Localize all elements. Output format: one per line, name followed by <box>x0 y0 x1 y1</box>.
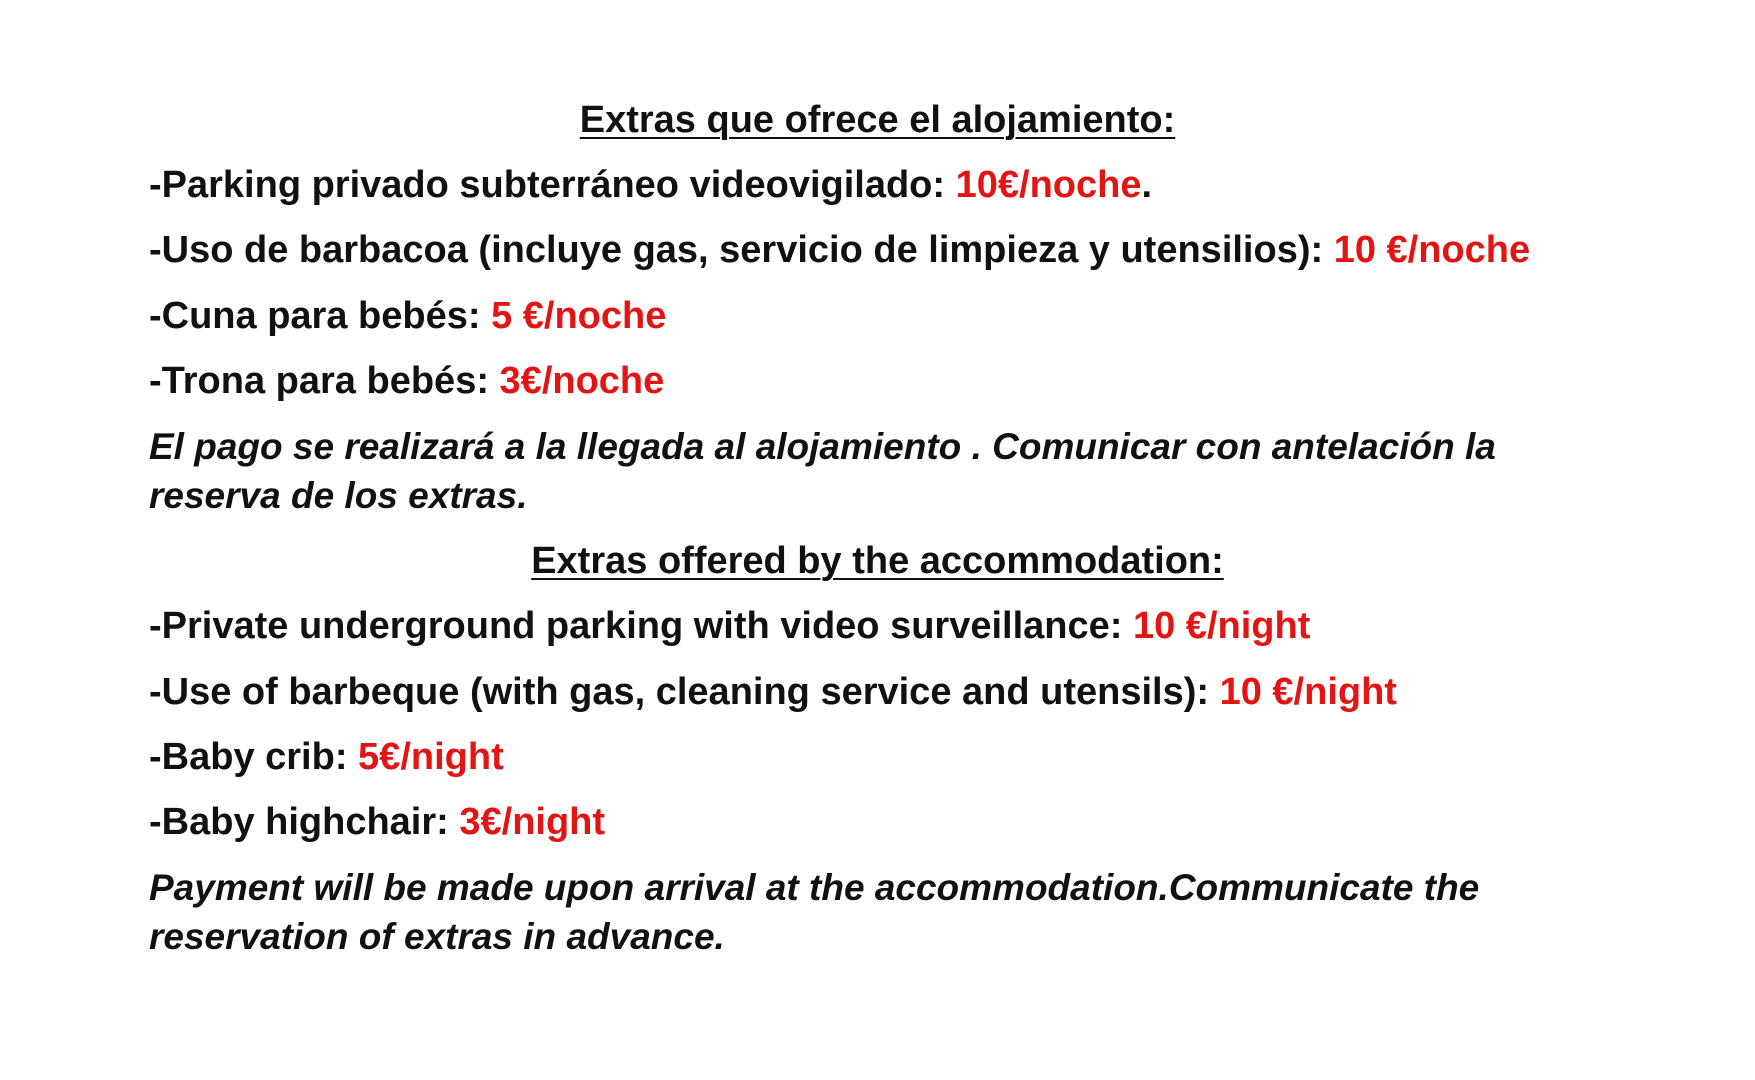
spanish-payment-note: El pago se realizará a la llegada al alojamiento . Comunicar con antelación la reserva de los extras. <box>149 426 1496 516</box>
english-payment-note: Payment will be made upon arrival at the accommodation.Communicate the reservation of extras in advance. <box>149 867 1480 957</box>
item-label: -Baby highchair: <box>149 801 460 843</box>
item-price: 5€/night <box>358 736 504 778</box>
item-price: 10 €/noche <box>1333 229 1531 271</box>
english-item-barbecue <box>149 668 1397 716</box>
item-label: -Cuna para bebés: <box>149 295 492 337</box>
item-price: 10€/noche <box>955 164 1142 206</box>
item-label: -Baby crib: <box>149 736 359 778</box>
item-price: 5 €/noche <box>491 295 667 337</box>
item-label: -Private underground parking with video surveillance: <box>149 605 1133 647</box>
item-price: 3€/noche <box>499 360 665 402</box>
english-item-parking <box>149 602 1310 650</box>
item-label: -Uso de barbacoa (incluye gas, servicio de limpieza y utensilios): <box>149 229 1334 271</box>
spanish-item-parking <box>149 161 1152 209</box>
item-suffix: . <box>1141 164 1153 206</box>
item-label: -Parking privado subterráneo videovigilado: <box>149 164 956 206</box>
english-heading: Extras offered by the accommodation: <box>531 540 1224 582</box>
english-item-crib <box>149 733 504 781</box>
item-price: 10 €/night <box>1132 605 1311 647</box>
item-price: 3€/night <box>459 801 606 843</box>
item-label: -Trona para bebés: <box>149 360 500 402</box>
spanish-item-barbecue <box>149 226 1530 274</box>
item-label: -Use of barbeque (with gas, cleaning service and utensils): <box>149 671 1220 713</box>
english-item-highchair <box>149 798 605 846</box>
spanish-item-highchair <box>149 357 664 405</box>
item-price: 10 €/night <box>1219 671 1397 713</box>
spanish-heading: Extras que ofrece el alojamiento: <box>579 99 1176 141</box>
spanish-item-crib <box>149 292 666 340</box>
